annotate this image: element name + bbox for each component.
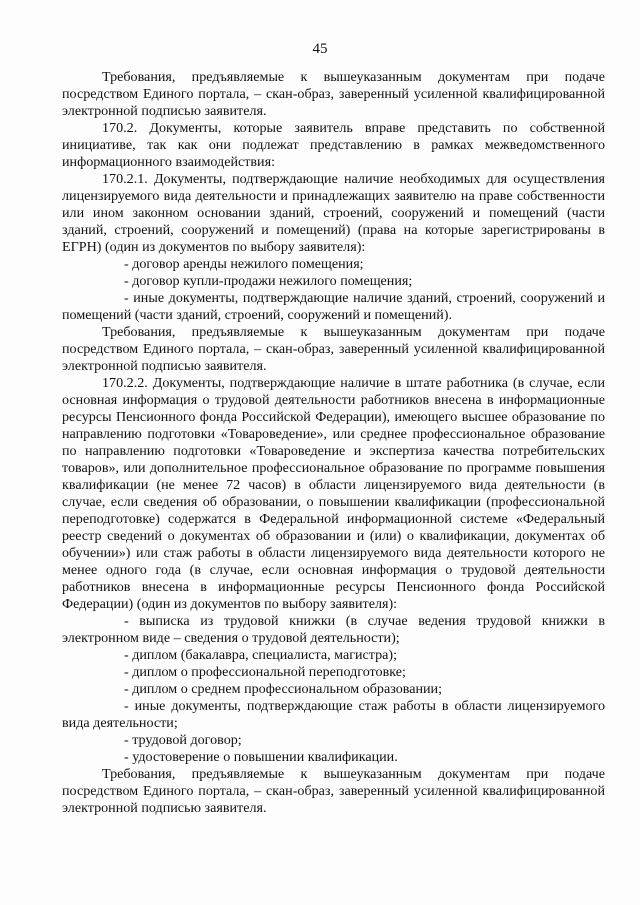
page-number: 45 bbox=[312, 41, 328, 57]
list-item: - договор аренды нежилого помещения; bbox=[124, 256, 364, 272]
paragraph-170-2-2: 170.2.2. Документы, подтверждающие наличие в штате работника (в случае, если основная информация о трудовой деятельности работников внесена в информационные ресурсы Пенсионного фонда Российской Федерации), имеющего высшее образование по направлению подготовки «Товароведение», или среднее профессиональное образование по направлению подготовки «Товароведение и экспертиза качества потребительских товаров», или дополнительное профессиональное образование по программе повышения квалификации (не менее 72 часов) в области лицензируемого вида деятельности (в случае, если сведения об образовании, о повышении квалификации (профессиональной переподготовке) содержатся в Федеральной информационной системе «Федеральный реестр сведений о документах об образовании и (или) о квалификации, документах об обучении») или стаж работы в области лицензируемого вида деятельности которого не менее одного года (в случае, если основная информация о трудовой деятельности работников внесена в информационные ресурсы Пенсионного фонда Российской Федерации) (один из документов по выбору заявителя): bbox=[62, 375, 605, 612]
list-item: - диплом (бакалавра, специалиста, магистра); bbox=[124, 647, 398, 663]
list-item: - договор купли-продажи нежилого помещения; bbox=[124, 273, 413, 289]
paragraph-requirements-1: Требования, предъявляемые к вышеуказанным документам при подаче посредством Единого портала, – скан-образ, заверенный усиленной квалифицированной электронной подписью заявителя. bbox=[62, 69, 605, 119]
document-body bbox=[62, 69, 605, 817]
list-item: - иные документы, подтверждающие наличие зданий, строений, сооружений и помещений (части зданий, строений, сооружений и помещений). bbox=[62, 290, 605, 323]
paragraph-170-2-1: 170.2.1. Документы, подтверждающие наличие необходимых для осуществления лицензируемого вида деятельности и принадлежащих заявителю на праве собственности или ином законном основании зданий, строений, сооружений и помещений (части зданий, строений, сооружений и помещений) (права на которые зарегистрированы в ЕГРН) (один из документов по выбору заявителя): bbox=[62, 171, 605, 255]
list-item: - выписка из трудовой книжки (в случае ведения трудовой книжки в электронном виде – сведения о трудовой деятельности); bbox=[62, 613, 605, 646]
list-item: - диплом о среднем профессиональном образовании; bbox=[124, 681, 443, 697]
list-item: - иные документы, подтверждающие стаж работы в области лицензируемого вида деятельности; bbox=[62, 698, 605, 731]
list-item: - трудовой договор; bbox=[124, 732, 242, 748]
paragraph-170-2: 170.2. Документы, которые заявитель вправе представить по собственной инициативе, так как они подлежат представлению в рамках межведомственного информационного взаимодействия: bbox=[62, 120, 605, 170]
paragraph-requirements-3: Требования, предъявляемые к вышеуказанным документам при подаче посредством Единого портала, – скан-образ, заверенный усиленной квалифицированной электронной подписью заявителя. bbox=[62, 766, 605, 816]
list-item: - удостоверение о повышении квалификации. bbox=[124, 749, 398, 765]
list-item: - диплом о профессиональной переподготовке; bbox=[124, 664, 406, 680]
paragraph-requirements-2: Требования, предъявляемые к вышеуказанным документам при подаче посредством Единого портала, – скан-образ, заверенный усиленной квалифицированной электронной подписью заявителя. bbox=[62, 324, 605, 374]
